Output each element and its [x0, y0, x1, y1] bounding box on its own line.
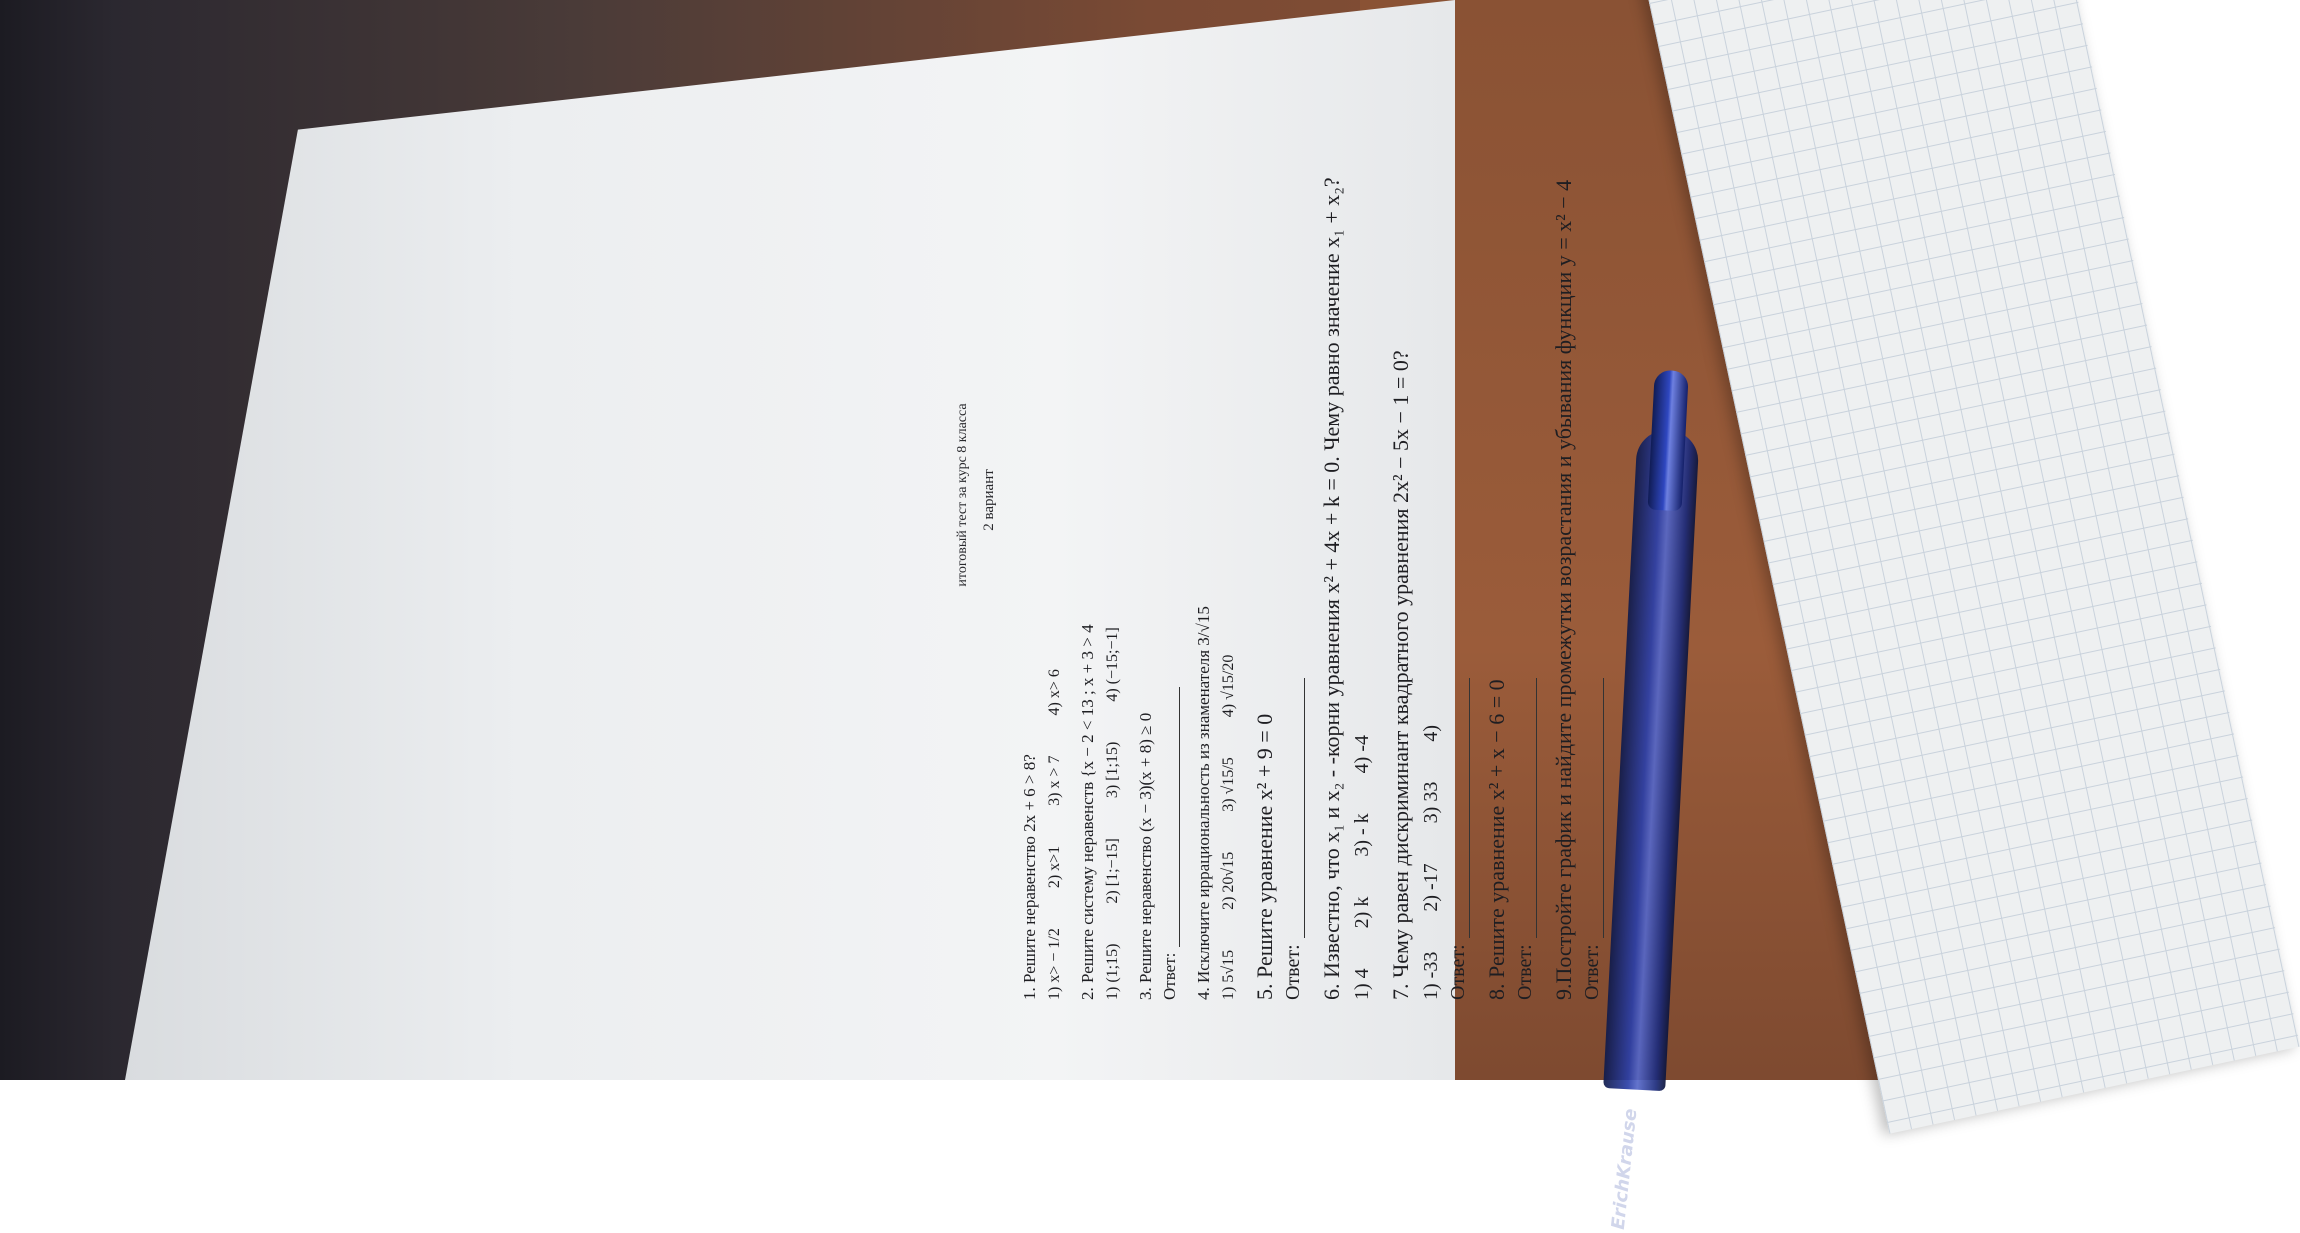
question-text: 2. Решите систему неравенств {x − 2 < 13 ; x + 3 > 4 [1078, 624, 1097, 1000]
question-text: 5. Решите уравнение x² + 9 = 0 [1252, 713, 1277, 1000]
answer-label: Ответ: [1282, 944, 1304, 1000]
pen-brand-label: ErichKrause [1607, 1107, 1642, 1231]
answer-label: Ответ: [1160, 952, 1179, 1000]
question-text: 4. Исключите иррациональность из знаменателя 3/√15 [1194, 606, 1213, 1000]
option: 3) √15/5 [1220, 757, 1237, 812]
test-variant: 2 вариант [981, 469, 997, 531]
answer-options [1351, 80, 1374, 1000]
option: 3) x > 7 [1046, 755, 1063, 806]
question-2 [1078, 80, 1122, 1000]
answer-field [1282, 80, 1305, 1000]
answer-label: Ответ: [1447, 944, 1469, 1000]
option: 3) - k [1351, 813, 1373, 857]
option: 4) [1420, 725, 1442, 742]
test-content [955, 80, 1618, 1000]
question-3 [1136, 80, 1180, 1000]
answer-line[interactable] [1163, 687, 1180, 947]
option: 2) 20√15 [1220, 851, 1237, 910]
question-text: 7. Чему равен дискриминант квадратного уравнения 2x² − 5x − 1 = 0? [1388, 350, 1413, 1000]
answer-field [1581, 80, 1604, 1000]
question-text: 8. Решите уравнение x² + x − 6 = 0 [1484, 679, 1509, 1000]
option: 2) x>1 [1046, 845, 1063, 889]
option: 4) -4 [1351, 735, 1373, 774]
question-text: 6. Известно, что x₁ и x₂ - -корни уравнения x² + 4x + k = 0. Чему равно значение x₁ + x₂? [1319, 177, 1344, 1000]
option: 1) -33 [1420, 951, 1442, 1000]
option: 1) 4 [1351, 968, 1373, 1000]
question-8 [1484, 80, 1537, 1000]
option: 4) x> 6 [1046, 669, 1063, 716]
option: 2) [1;−15] [1104, 838, 1121, 904]
question-text: 3. Решите неравенство (x − 3)(x + 8) ≥ 0 [1136, 712, 1155, 1000]
answer-label: Ответ: [1581, 944, 1603, 1000]
question-4 [1194, 80, 1238, 1000]
option: 2) k [1351, 896, 1373, 929]
question-5 [1252, 80, 1305, 1000]
question-6 [1319, 80, 1374, 1000]
question-text: 1. Решите неравенство 2x + 6 > 8? [1020, 754, 1039, 1000]
option: 4) (−15;−1] [1104, 627, 1121, 702]
answer-options [1420, 80, 1443, 1000]
answer-options [1046, 80, 1064, 1000]
option: 1) (1;15) [1104, 943, 1121, 1000]
option: 3) 33 [1420, 781, 1442, 824]
option: 2) -17 [1420, 863, 1442, 912]
answer-line[interactable] [1453, 678, 1470, 938]
answer-field [1160, 80, 1180, 1000]
question-7 [1388, 80, 1470, 1000]
option: 1) x> − 1/2 [1046, 928, 1063, 1000]
answer-label: Ответ: [1514, 944, 1536, 1000]
option: 4) √15/20 [1220, 654, 1237, 718]
question-9 [1551, 80, 1604, 1000]
answer-line[interactable] [1587, 678, 1604, 938]
option: 1) 5√15 [1220, 949, 1237, 1000]
answer-line[interactable] [1288, 678, 1305, 938]
test-title: итоговый тест за курс 8 класса [955, 403, 970, 587]
answer-line[interactable] [1520, 678, 1537, 938]
question-1 [1020, 80, 1064, 1000]
answer-field [1514, 80, 1537, 1000]
option: 3) [1;15) [1104, 741, 1121, 799]
answer-field [1447, 80, 1470, 1000]
answer-options [1104, 80, 1122, 1000]
question-text: 9.Постройте график и найдите промежутки возрастания и убывания функции y = x² − 4 [1551, 179, 1576, 1000]
answer-options [1220, 80, 1238, 1000]
